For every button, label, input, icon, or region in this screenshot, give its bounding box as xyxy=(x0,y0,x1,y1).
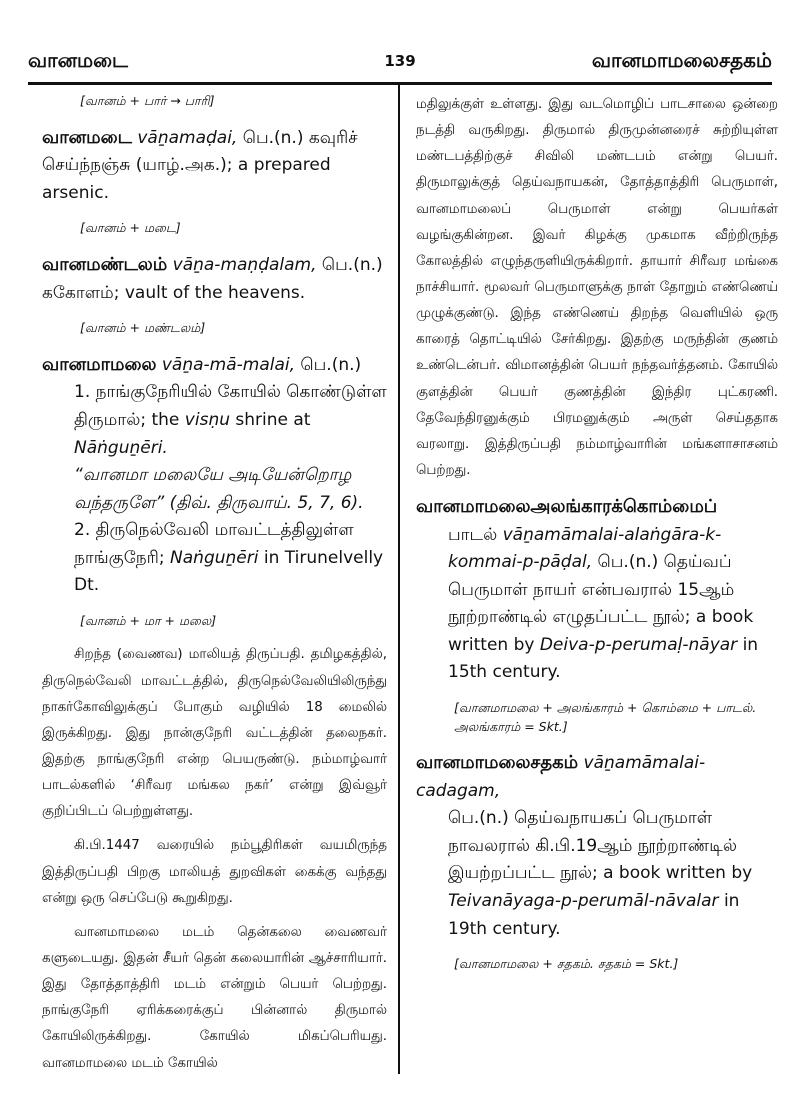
sense-term: visṇu xyxy=(184,409,230,430)
transliteration: vāṉamaḍai, xyxy=(137,127,238,148)
etymology: [வானம் + மடை] xyxy=(80,220,181,236)
entry-body xyxy=(416,805,778,943)
headword-continued: பாடல் xyxy=(448,524,498,545)
quotation: “வானமா மலையே அடியேன்றொழ வந்தருளே” (திவ். திருவாய். 5, 7, 6). xyxy=(74,465,364,513)
transliteration: vāṉamāmalai-cadagam, xyxy=(416,753,706,801)
dictionary-entry xyxy=(42,350,387,600)
entry-body: பெ.(n.) ககோளம்; vault of the heavens. xyxy=(42,255,383,303)
sense-text: shrine at xyxy=(235,409,311,430)
part-of-speech: பெ.(n.) xyxy=(300,354,362,375)
left-column xyxy=(42,92,387,1085)
headword: வானமண்டலம் xyxy=(42,254,168,276)
entry-body: பெ.(n.) கவுரிச் செய்ந்நஞ்சு (யாழ்.அக.); a prepared arsenic. xyxy=(42,127,358,203)
sense-text: 1. நாங்குநேரியில் கோயில் கொண்டுள்ள திருமால்; the xyxy=(74,382,387,430)
dictionary-entry xyxy=(42,250,387,307)
sense-1 xyxy=(74,382,387,457)
dictionary-entry xyxy=(416,492,778,687)
right-running-head: வானமாமலைசதகம் xyxy=(591,48,772,72)
headword: வானமாமலைஅலங்காரக்கொம்மைப் xyxy=(416,496,718,518)
headword: வானமாமலைசதகம் xyxy=(416,752,579,774)
entry-text: பெ.(n.) தெய்வநாயகப் பெருமாள் நாவலரால் கி.பி.19ஆம் நூற்றாண்டில் இயற்றப்பட்ட நூல்; a book written by xyxy=(448,808,753,884)
page-number: 139 xyxy=(384,52,416,70)
page-header xyxy=(28,44,772,78)
entry-text: in 19th century. xyxy=(448,890,740,939)
column-divider xyxy=(398,84,400,1074)
entry-body xyxy=(416,522,778,687)
etymology: [வானமாமலை + அலங்காரம் + கொம்மை + பாடல். அலங்காரம் = Skt.] xyxy=(454,699,757,734)
header-rule xyxy=(28,82,772,85)
headword: வானமாமலை xyxy=(42,353,157,375)
dictionary-entry xyxy=(416,748,778,943)
headword: வானமடை xyxy=(42,126,132,148)
sense-text: in Tirunelvelly Dt. xyxy=(74,547,384,596)
place-name: Naṅguṉēri xyxy=(170,547,259,568)
sense-2 xyxy=(74,520,383,595)
author-name: Teivanāyaga-p-perumāl-nāvalar xyxy=(448,890,719,911)
sense-text: 2. திருநெல்வேலி மாவட்டத்திலுள்ள நாங்குநேரி; xyxy=(74,520,354,568)
paragraph: கி.பி.1447 வரையில் நம்பூதிரிகள் வயமிருந்த இத்திருப்பதி பிறகு மாலியத் துறவிகள் கைக்கு வந்தது என்று ஒரு செப்பேடு கூறுகிறது. xyxy=(42,838,387,906)
entry-text: பெ.(n.) தெய்வப் பெருமாள் நாயர் என்பவரால் 15ஆம் நூற்றாண்டில் எழுதப்பட்ட நூல்; a book written by xyxy=(448,552,754,655)
transliteration: vāṉa-maṇḍalam, xyxy=(172,255,317,276)
etymology: [வானம் + பார் → பாரி] xyxy=(80,93,215,108)
paragraph: சிறந்த (வைணவ) மாலியத் திருப்பதி. தமிழகத்தில், திருநெல்வேலி மாவட்டத்தில், திருநெல்வேலியிலிருந்து நாகர்கோவிலுக்குப் போகும் வழியில் 18 மைலில் இருக்கிறது. இது நான்குநேரி வட்டத்தின் தலைநகர். இதற்கு நாங்குநேரி என்ற பெயருண்டு. நம்மாழ்வார் பாடல்களில் ‘சிரீவர மங்கல நகர்’ என்று இவ்வூர் குறிப்பிடப் பெற்றுள்ளது. xyxy=(42,647,387,820)
transliteration: vāṉamāmalai-alaṅgāra-k-kommai-p-pāḍal, xyxy=(448,524,722,573)
etymology: [வானமாமலை + சதகம். சதகம் = Skt.] xyxy=(454,956,679,972)
transliteration: vāṉa-mā-malai, xyxy=(161,354,296,375)
etymology: [வானம் + மா + மலை] xyxy=(80,612,217,628)
left-running-head: வானமடை xyxy=(28,48,128,72)
entry-senses xyxy=(42,379,387,599)
place-name: Nāṅguṉēri. xyxy=(74,437,168,458)
dictionary-entry xyxy=(42,123,387,208)
right-column xyxy=(416,92,778,986)
etymology: [வானம் + மண்டலம்] xyxy=(80,320,206,336)
author-name: Deiva-p-perumaḷ-nāyar xyxy=(539,634,738,655)
paragraph: வானமாமலை மடம் தென்கலை வைணவர் களுடையது. இதன் சீயர் தென் கலையாரின் ஆச்சாரியார். இது தோத்தாத்திரி மடம் என்றும் பெயர் பெற்றது. நாங்குநேரி ஏரிக்கரைக்குப் பின்னால் திருமால் கோயிலிருக்கிறது. கோயில் மிகப்பெரியது. வானமாமலை மடம் கோயில் xyxy=(42,924,387,1071)
entry-text: in 15th century. xyxy=(448,634,759,683)
paragraph: மதிலுக்குள் உள்ளது. இது வடமொழிப் பாடசாலை ஒன்றை நடத்தி வருகிறது. திருமால் திருமுன்னரைச் சுற்றியுள்ள மண்டபத்திற்குச் சிவிலி மண்டபம் என்று பெயர். திருமாலுக்குத் தெய்வநாயகன், தோத்தாத்திரி பெருமாள், வானமாமலைப் பெருமாள் என்று பெயர்கள் வழங்குகின்றன. இவர் கிழக்கு முகமாக வீற்றிருந்த கோலத்தில் எழுந்தருளியிருக்கிறார். தாயார் சிரீவர மங்கை நாச்சியார். மூலவர் பெருமாளுக்கு நாள் தோறும் எண்ணெய் முழுக்குண்டு. இந்த எண்ணெய் திறந்த வெளியில் ஒரு காரைத் தொட்டியில் சேர்கிறது. இதற்கு மருந்தின் குணம் உண்டென்பர். விமானத்தின் பெயர் நந்தவர்த்தனம். கோயில் குளத்தின் பெயர் குணத்தின் இந்திர புட்கரணி. தேவேந்திரனுக்கும் பிரமனுக்கும் அருள் செய்ததாக வரலாறு. இத்திருப்பதி நம்மாழ்வாரின் மங்களாசாசனம் பெற்றது. xyxy=(416,97,778,478)
